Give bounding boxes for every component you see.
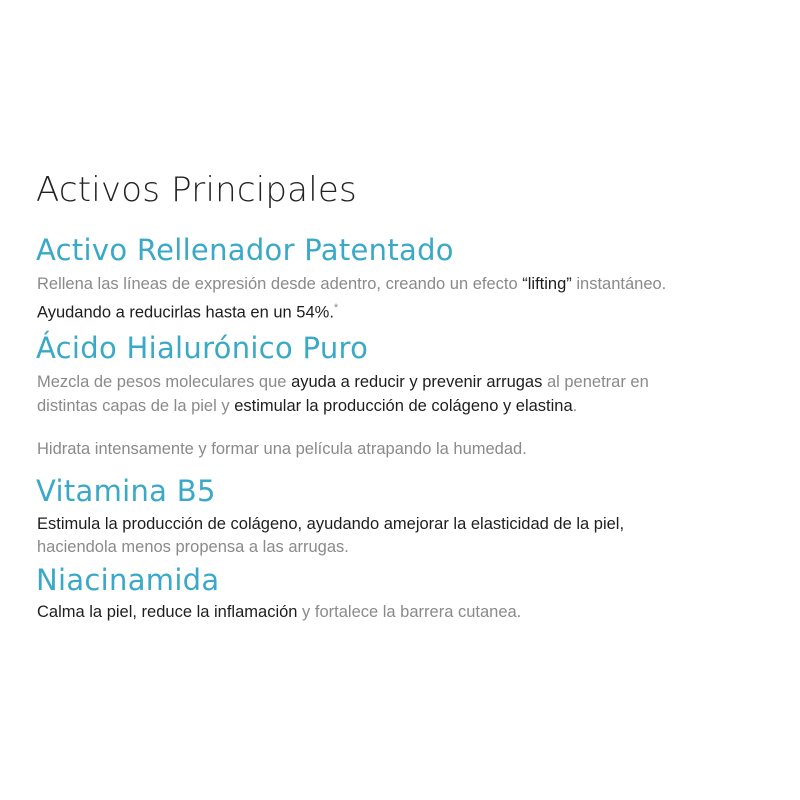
section-text-vitamina-b5-line2: haciendola menos propensa a las arrugas. — [37, 538, 349, 556]
section-text-activo-rellenador-line2 — [37, 296, 338, 325]
text-segment-highlight: ayuda a reducir y prevenir arrugas — [291, 373, 543, 391]
text-segment: al penetrar en — [542, 373, 649, 391]
text-segment: instantáneo. — [571, 275, 667, 293]
section-text-vitamina-b5-line1: Estimula la producción de colágeno, ayudando amejorar la elasticidad de la piel, — [37, 515, 625, 533]
section-heading-acido-hialuronico: Ácido Hialurónico Puro — [36, 331, 369, 365]
text-segment-highlight: Ayudando a reducirlas hasta en un 54%. — [37, 303, 334, 322]
footnote-asterisk: * — [333, 302, 339, 314]
section-text-acido-hialuronico-line1 — [37, 370, 649, 394]
text-segment: Mezcla de pesos moleculares que — [37, 373, 292, 391]
text-segment-highlight: “lifting” — [522, 275, 572, 293]
text-segment: . — [572, 397, 578, 415]
text-segment-highlight: Calma la piel, reduce la inflamación — [37, 603, 298, 621]
text-segment: distintas capas de la piel y — [37, 397, 235, 415]
section-heading-niacinamida: Niacinamida — [36, 563, 220, 597]
section-text-niacinamida-line1 — [37, 600, 521, 624]
text-segment: y fortalece la barrera cutanea. — [297, 603, 522, 621]
page-title: Activos Principales — [36, 170, 357, 210]
text-segment: Rellena las líneas de expresión desde adentro, creando un efecto — [37, 275, 523, 293]
section-text-activo-rellenador-line1 — [37, 272, 666, 296]
section-text-acido-hialuronico-line3: Hidrata intensamente y formar una película atrapando la humedad. — [37, 440, 527, 458]
section-heading-vitamina-b5: Vitamina B5 — [36, 474, 216, 508]
section-heading-activo-rellenador: Activo Rellenador Patentado — [36, 233, 454, 267]
text-segment-highlight: estimular la producción de colágeno y elastina — [234, 397, 573, 415]
section-text-acido-hialuronico-line2 — [37, 394, 577, 418]
